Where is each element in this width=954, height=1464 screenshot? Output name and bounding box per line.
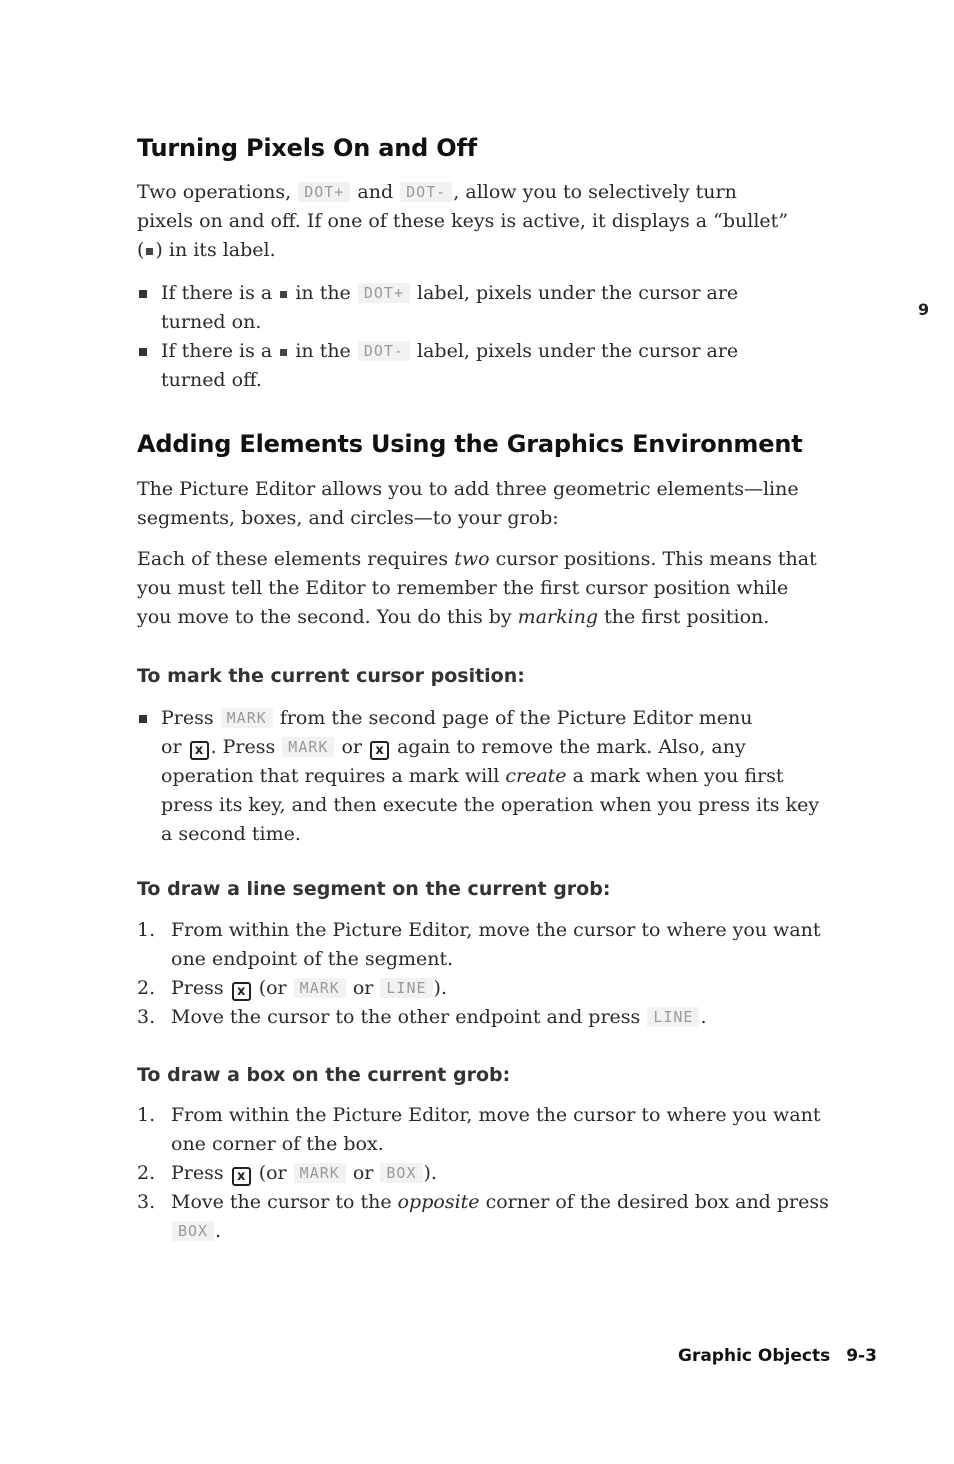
- page-number: 9-3: [846, 1346, 877, 1366]
- softkey-mark: MARK: [294, 978, 346, 998]
- softkey-box: BOX: [172, 1221, 214, 1241]
- x-key-icon: x: [232, 982, 251, 1001]
- bullet-marker-icon: [139, 715, 147, 723]
- bullet-glyph-icon: [280, 291, 287, 298]
- list-item: 3. Move the cursor to the opposite corner of the desired box and press BOX .: [137, 1191, 829, 1242]
- bullet-list-mark: [137, 704, 887, 849]
- list-item: 1. From within the Picture Editor, move the cursor to where you want one corner of the box.: [137, 1104, 821, 1155]
- bullet-glyph-icon: [280, 349, 287, 356]
- x-key-icon: x: [370, 741, 389, 760]
- softkey-line: LINE: [647, 1007, 699, 1027]
- subheading-draw-line: To draw a line segment on the current grob:: [137, 878, 611, 900]
- list-item: 2. Press x (or MARK or BOX ).: [137, 1162, 437, 1184]
- paragraph-pixels-intro: Two operations, DOT+ and DOT- , allow you to selectively turn pixels on and off. If one of these keys is active, it displays a “bullet” ( ) in its label.: [137, 181, 789, 261]
- x-key-icon: x: [232, 1167, 251, 1186]
- page-footer: [678, 1346, 877, 1366]
- softkey-mark: MARK: [294, 1163, 346, 1183]
- paragraph-two-positions: Each of these elements requires two cursor positions. This means that you must tell the Editor to remember the first cursor position while you move to the second. You do this by marking the first position.: [137, 548, 817, 628]
- list-item: 3. Move the cursor to the other endpoint and press LINE .: [137, 1006, 707, 1028]
- list-item: If there is a in the DOT+ label, pixels under the cursor are turned on.: [137, 279, 887, 337]
- softkey-dot-minus: DOT-: [400, 182, 452, 202]
- softkey-dot-minus: DOT-: [358, 341, 410, 361]
- subheading-draw-box: To draw a box on the current grob:: [137, 1064, 511, 1086]
- softkey-dot-plus: DOT+: [298, 182, 350, 202]
- list-item: 2. Press x (or MARK or LINE ).: [137, 977, 447, 999]
- section-heading-pixels: Turning Pixels On and Off: [137, 134, 477, 162]
- list-item: Press MARK from the second page of the Picture Editor menu or x . Press MARK or x again to remove the mark. Also, any operation that requires a mark will create a mark when you first press its key, and then execute the operation when you press its key a second time.: [137, 704, 887, 849]
- softkey-line: LINE: [380, 978, 432, 998]
- x-key-icon: x: [190, 741, 209, 760]
- softkey-dot-plus: DOT+: [358, 283, 410, 303]
- bullet-list-pixels: [137, 279, 887, 395]
- subheading-mark-position: To mark the current cursor position:: [137, 665, 525, 687]
- footer-chapter-title: Graphic Objects: [678, 1346, 831, 1366]
- bullet-glyph-icon: [146, 248, 153, 255]
- steps-draw-line: [137, 916, 887, 1032]
- bullet-marker-icon: [139, 348, 147, 356]
- steps-draw-box: [137, 1101, 887, 1246]
- list-item: 1. From within the Picture Editor, move the cursor to where you want one endpoint of the segment.: [137, 919, 821, 970]
- softkey-mark: MARK: [221, 708, 273, 728]
- paragraph-adding-intro: The Picture Editor allows you to add three geometric elements—line segments, boxes, and circles—to your grob:: [137, 478, 799, 529]
- list-item: If there is a in the DOT- label, pixels under the cursor are turned off.: [137, 337, 887, 395]
- chapter-thumb-tab: 9: [918, 300, 930, 319]
- bullet-marker-icon: [139, 290, 147, 298]
- softkey-mark: MARK: [282, 737, 334, 757]
- softkey-box: BOX: [380, 1163, 422, 1183]
- section-heading-adding-elements: Adding Elements Using the Graphics Environment: [137, 430, 803, 458]
